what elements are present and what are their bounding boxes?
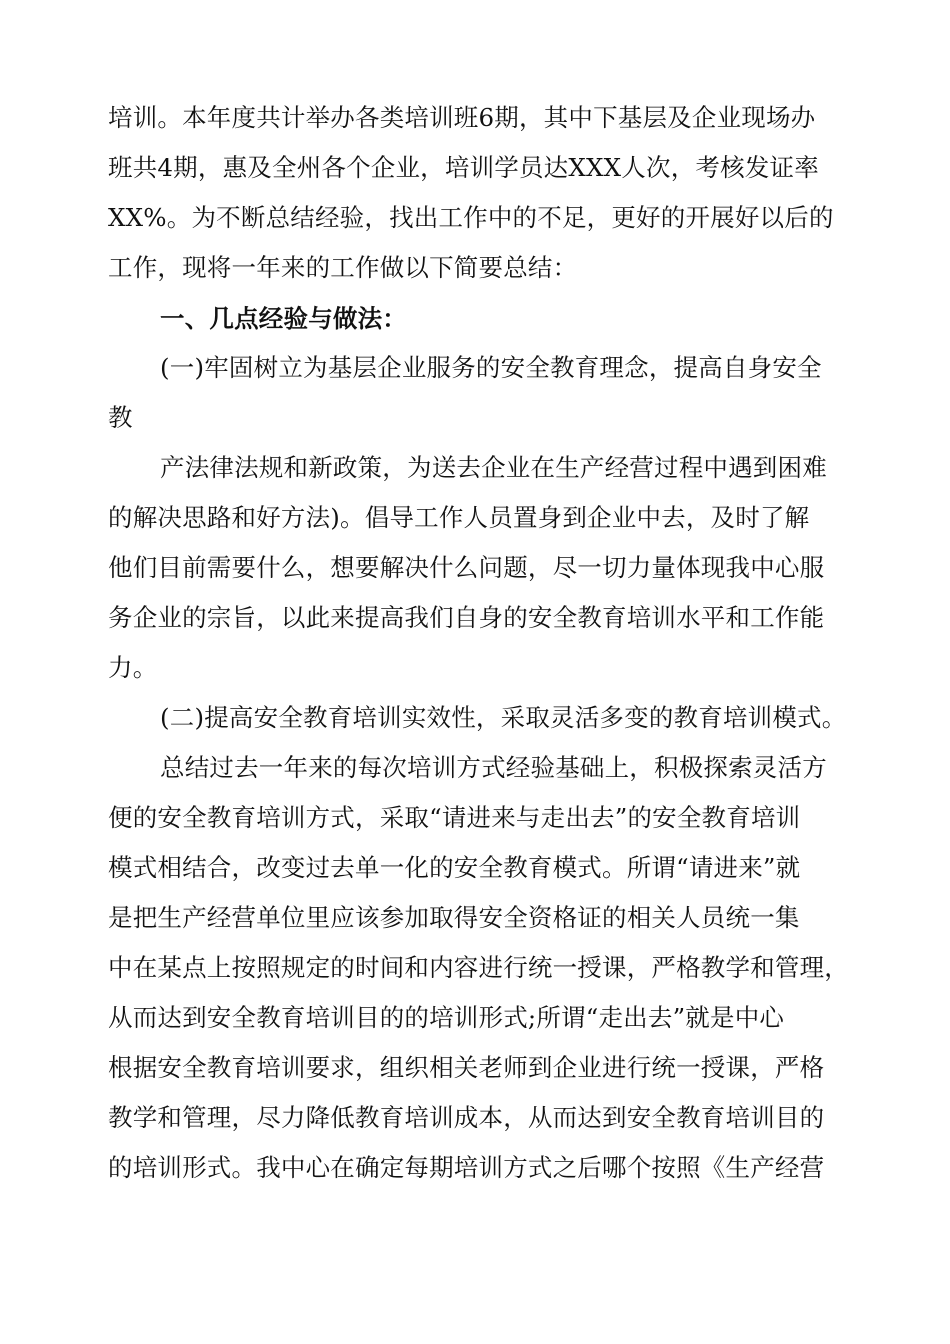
text-line-8: 产法律法规和新政策，为送去企业在生产经营过程中遇到困难 bbox=[160, 453, 827, 482]
text-line-14: 总结过去一年来的每次培训方式经验基础上，积极探索灵活方 bbox=[160, 753, 827, 782]
text-line-11: 务企业的宗旨，以此来提高我们自身的安全教育培训水平和工作能 bbox=[108, 603, 825, 632]
subsection-heading-2: (二)提高安全教育培训实效性，采取灵活多变的教育培训模式。 bbox=[160, 703, 847, 732]
text-line-19: 从而达到安全教育培训目的的培训形式;所谓“走出去”就是中心 bbox=[108, 1003, 785, 1032]
text-line-15: 便的安全教育培训方式，采取“请进来与走出去”的安全教育培训 bbox=[108, 803, 801, 832]
text-line-2: 班共4期，惠及全州各个企业，培训学员达XXX人次，考核发证率 bbox=[108, 153, 819, 182]
section-heading: 一、几点经验与做法： bbox=[160, 304, 407, 333]
text-line-18: 中在某点上按照规定的时间和内容进行统一授课，严格教学和管理， bbox=[108, 953, 849, 982]
text-line-12: 力。 bbox=[108, 653, 158, 682]
text-line-22: 的培训形式。我中心在确定每期培训方式之后哪个按照《生产经营 bbox=[108, 1153, 825, 1182]
text-line-1: 培训。本年度共计举办各类培训班6期，其中下基层及企业现场办 bbox=[108, 103, 816, 132]
text-line-10: 他们目前需要什么，想要解决什么问题，尽一切力量体现我中心服 bbox=[108, 553, 825, 582]
text-line-9: 的解决思路和好方法)。倡导工作人员置身到企业中去，及时了解 bbox=[108, 503, 810, 532]
text-line-20: 根据安全教育培训要求，组织相关老师到企业进行统一授课，严格 bbox=[108, 1053, 825, 1082]
text-line-17: 是把生产经营单位里应该参加取得安全资格证的相关人员统一集 bbox=[108, 903, 800, 932]
text-line-4: 工作，现将一年来的工作做以下简要总结： bbox=[108, 253, 578, 282]
text-line-3: XX%。为不断总结经验，找出工作中的不足，更好的开展好以后的 bbox=[108, 203, 834, 232]
text-line-7: 教 bbox=[108, 403, 133, 432]
text-line-16: 模式相结合，改变过去单一化的安全教育模式。所谓“请进来”就 bbox=[108, 853, 801, 882]
subsection-heading-1: (一)牢固树立为基层企业服务的安全教育理念，提高自身安全 bbox=[160, 353, 822, 382]
text-line-21: 教学和管理，尽力降低教育培训成本，从而达到安全教育培训目的 bbox=[108, 1103, 825, 1132]
